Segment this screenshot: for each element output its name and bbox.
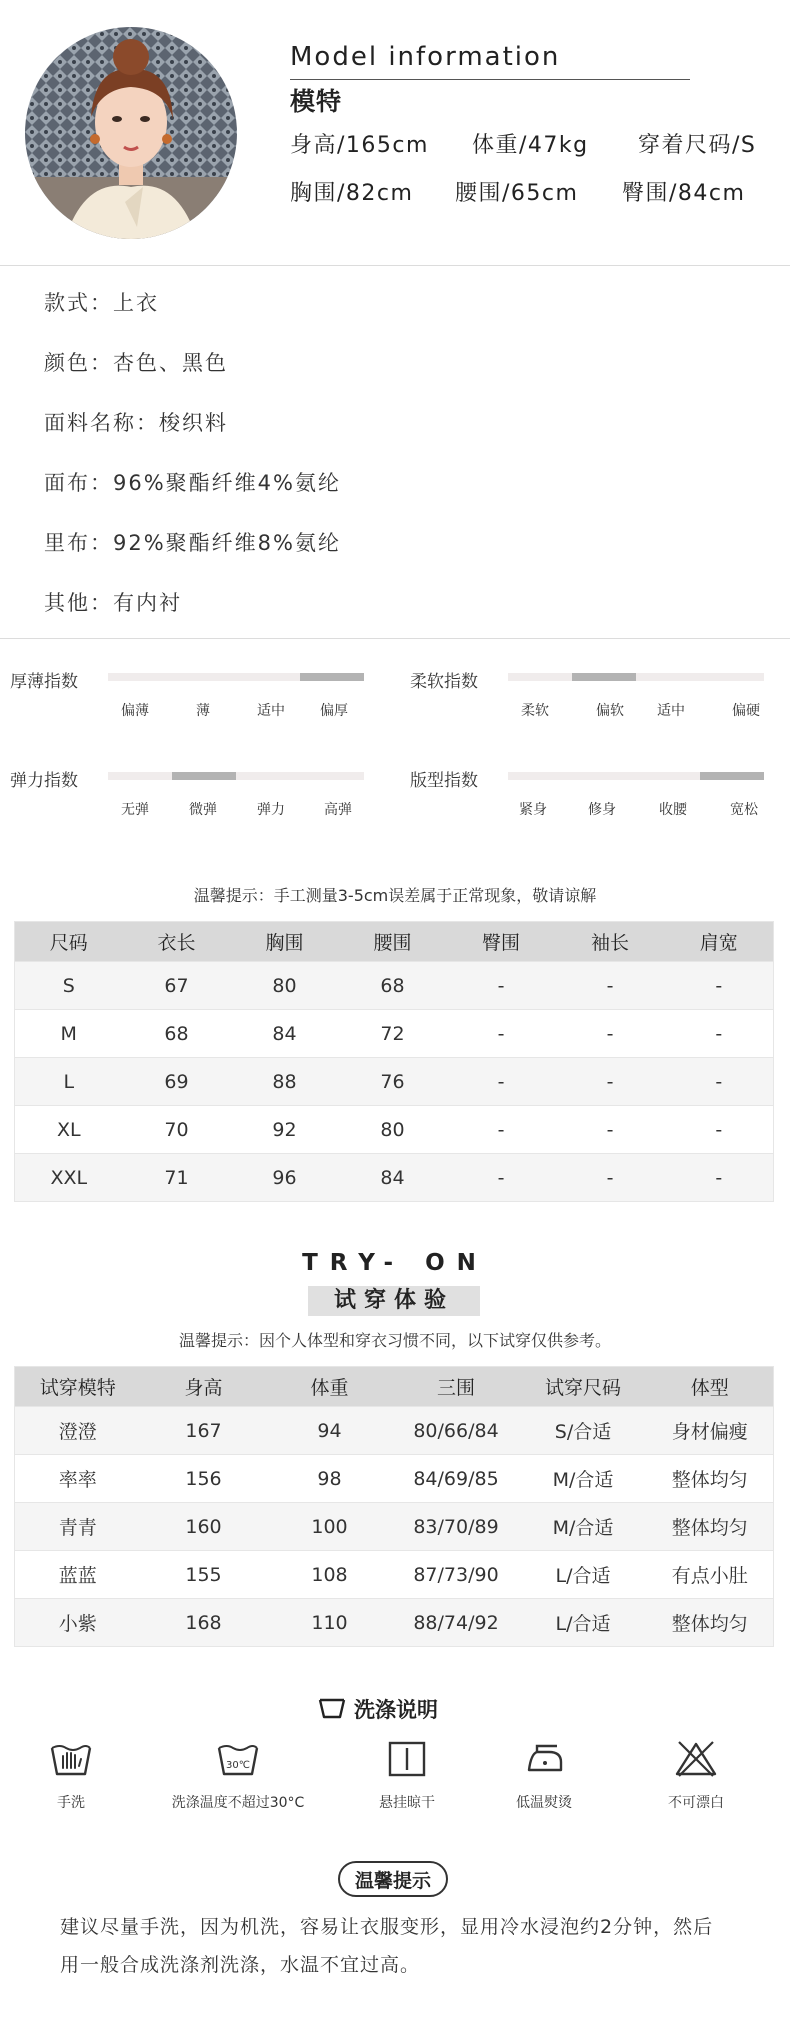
table-row bbox=[15, 1106, 774, 1154]
table-cell: 澄澄 bbox=[15, 1407, 141, 1455]
table-cell: 整体均匀 bbox=[647, 1503, 774, 1551]
table-cell: M/合适 bbox=[520, 1503, 647, 1551]
table-cell: - bbox=[665, 1106, 774, 1154]
low-iron-icon bbox=[521, 1740, 567, 1778]
table-row bbox=[15, 1010, 774, 1058]
table-cell: 155 bbox=[141, 1551, 267, 1599]
tryon-table bbox=[14, 1366, 774, 1647]
thickness-index-label: 厚薄指数 bbox=[10, 672, 78, 692]
fit-index-track bbox=[508, 772, 764, 780]
table-row bbox=[15, 962, 774, 1010]
wash-item-30c bbox=[143, 1740, 333, 1812]
no-bleach-icon bbox=[673, 1740, 719, 1778]
fit-tick: 宽松 bbox=[730, 802, 758, 818]
table-cell: S bbox=[15, 962, 123, 1010]
hang-dry-icon bbox=[384, 1740, 430, 1778]
table-cell: L bbox=[15, 1058, 123, 1106]
model-photo bbox=[25, 27, 237, 239]
detail-outer-fabric: 面布：96%聚酯纤维4%氨纶 bbox=[44, 471, 341, 495]
tryon-title-cn: 试穿体验 bbox=[333, 1288, 454, 1313]
wash-label: 低温熨烫 bbox=[516, 1795, 572, 1811]
table-cell: 67 bbox=[123, 962, 231, 1010]
detail-style: 款式：上衣 bbox=[44, 291, 159, 315]
softness-tick: 柔软 bbox=[521, 703, 549, 719]
table-cell: 96 bbox=[231, 1154, 339, 1202]
tryon-tip: 温馨提示：因个人体型和穿衣习惯不同，以下试穿仅供参考。 bbox=[178, 1331, 611, 1350]
table-cell: 青青 bbox=[15, 1503, 141, 1551]
tryon-table-header: 试穿尺码 bbox=[520, 1367, 647, 1407]
size-table bbox=[14, 921, 774, 1202]
size-table-header: 胸围 bbox=[231, 922, 339, 962]
detail-fabric-name: 面料名称：梭织料 bbox=[44, 411, 228, 435]
notice-title: 温馨提示 bbox=[338, 1861, 448, 1897]
table-cell: 88/74/92 bbox=[393, 1599, 520, 1647]
size-table-header: 尺码 bbox=[15, 922, 123, 962]
thickness-index-fill bbox=[300, 673, 364, 681]
table-cell: 167 bbox=[141, 1407, 267, 1455]
table-cell: 80/66/84 bbox=[393, 1407, 520, 1455]
table-cell: - bbox=[447, 1106, 556, 1154]
softness-index-track bbox=[508, 673, 764, 681]
wash-30-icon bbox=[215, 1740, 261, 1778]
table-cell: 整体均匀 bbox=[647, 1455, 774, 1503]
model-info-underline bbox=[290, 79, 690, 80]
tryon-table-header: 体重 bbox=[267, 1367, 393, 1407]
table-cell: 71 bbox=[123, 1154, 231, 1202]
table-cell: 160 bbox=[141, 1503, 267, 1551]
elasticity-tick: 无弹 bbox=[121, 802, 149, 818]
table-cell: 88 bbox=[231, 1058, 339, 1106]
table-cell: 70 bbox=[123, 1106, 231, 1154]
softness-index-label: 柔软指数 bbox=[410, 672, 478, 692]
wash-label: 手洗 bbox=[57, 1795, 85, 1811]
table-cell: - bbox=[447, 1058, 556, 1106]
tryon-title-en: TRY- ON bbox=[302, 1250, 488, 1276]
elasticity-tick: 弹力 bbox=[257, 802, 285, 818]
elasticity-index-label: 弹力指数 bbox=[10, 771, 78, 791]
table-cell: 100 bbox=[267, 1503, 393, 1551]
model-weight: 体重/47kg bbox=[472, 133, 589, 158]
table-row bbox=[15, 1503, 774, 1551]
tryon-table-header: 试穿模特 bbox=[15, 1367, 141, 1407]
model-info-subtitle: 模特 bbox=[290, 87, 343, 116]
fit-tick: 紧身 bbox=[519, 802, 547, 818]
wash-item-no-bleach bbox=[601, 1740, 790, 1812]
tryon-table-header: 三围 bbox=[393, 1367, 520, 1407]
tryon-table-header-row bbox=[15, 1367, 774, 1407]
table-cell: M/合适 bbox=[520, 1455, 647, 1503]
table-cell: - bbox=[556, 962, 665, 1010]
tryon-table-header: 体型 bbox=[647, 1367, 774, 1407]
wash-title: 洗涤说明 bbox=[354, 1698, 438, 1722]
table-cell: 84/69/85 bbox=[393, 1455, 520, 1503]
table-cell: - bbox=[447, 1010, 556, 1058]
table-cell: 69 bbox=[123, 1058, 231, 1106]
notice-line: 用一般合成洗涤剂洗涤，水温不宜过高。 bbox=[60, 1954, 421, 1976]
model-hip: 臀围/84cm bbox=[622, 181, 746, 206]
model-waist: 腰围/65cm bbox=[455, 181, 579, 206]
size-table-header: 臀围 bbox=[447, 922, 556, 962]
table-cell: 84 bbox=[231, 1010, 339, 1058]
tryon-table-header: 身高 bbox=[141, 1367, 267, 1407]
table-row bbox=[15, 1154, 774, 1202]
elasticity-tick: 高弹 bbox=[324, 802, 352, 818]
table-cell: 168 bbox=[141, 1599, 267, 1647]
table-row bbox=[15, 1551, 774, 1599]
size-table-header-row bbox=[15, 922, 774, 962]
table-cell: 72 bbox=[339, 1010, 447, 1058]
elasticity-index-track bbox=[108, 772, 364, 780]
table-cell: 84 bbox=[339, 1154, 447, 1202]
table-cell: - bbox=[665, 1154, 774, 1202]
table-cell: - bbox=[556, 1154, 665, 1202]
table-cell: 80 bbox=[339, 1106, 447, 1154]
table-cell: 80 bbox=[231, 962, 339, 1010]
table-cell: - bbox=[665, 1010, 774, 1058]
table-row bbox=[15, 1058, 774, 1106]
detail-lining: 里布：92%聚酯纤维8%氨纶 bbox=[44, 531, 341, 555]
table-cell: 98 bbox=[267, 1455, 393, 1503]
table-cell: - bbox=[665, 1058, 774, 1106]
table-cell: 87/73/90 bbox=[393, 1551, 520, 1599]
table-cell: 76 bbox=[339, 1058, 447, 1106]
detail-color: 颜色：杏色、黑色 bbox=[44, 351, 228, 375]
table-cell: 156 bbox=[141, 1455, 267, 1503]
model-photo-illustration bbox=[25, 27, 237, 239]
size-table-tip: 温馨提示：手工测量3-5cm误差属于正常现象，敬请谅解 bbox=[193, 886, 597, 905]
softness-tick: 偏硬 bbox=[732, 703, 760, 719]
section-divider bbox=[0, 638, 790, 639]
table-cell: 108 bbox=[267, 1551, 393, 1599]
table-row bbox=[15, 1455, 774, 1503]
table-cell: - bbox=[556, 1010, 665, 1058]
table-cell: XL bbox=[15, 1106, 123, 1154]
notice-line: 建议尽量手洗，因为机洗，容易让衣服变形，显用冷水浸泡约2分钟，然后 bbox=[60, 1916, 714, 1938]
fit-tick: 收腰 bbox=[659, 802, 687, 818]
table-cell: - bbox=[447, 1154, 556, 1202]
table-cell: L/合适 bbox=[520, 1599, 647, 1647]
table-cell: - bbox=[556, 1058, 665, 1106]
table-cell: - bbox=[556, 1106, 665, 1154]
thickness-tick: 薄 bbox=[196, 703, 210, 719]
model-info-title: Model information bbox=[290, 42, 561, 72]
table-cell: - bbox=[665, 962, 774, 1010]
table-cell: 小紫 bbox=[15, 1599, 141, 1647]
table-cell: M bbox=[15, 1010, 123, 1058]
thickness-index-track bbox=[108, 673, 364, 681]
softness-index-fill bbox=[572, 673, 636, 681]
table-row bbox=[15, 1599, 774, 1647]
elasticity-index-fill bbox=[172, 772, 236, 780]
table-cell: 身材偏瘦 bbox=[647, 1407, 774, 1455]
table-cell: 110 bbox=[267, 1599, 393, 1647]
wash-tub-icon bbox=[318, 1696, 346, 1720]
fit-index-fill bbox=[700, 772, 764, 780]
thickness-tick: 适中 bbox=[257, 703, 285, 719]
detail-other: 其他：有内衬 bbox=[44, 591, 182, 615]
fit-tick: 修身 bbox=[588, 802, 616, 818]
model-height: 身高/165cm bbox=[290, 133, 429, 158]
table-cell: 68 bbox=[123, 1010, 231, 1058]
table-cell: 整体均匀 bbox=[647, 1599, 774, 1647]
fit-index-label: 版型指数 bbox=[410, 771, 478, 791]
thickness-tick: 偏厚 bbox=[320, 703, 348, 719]
table-cell: 68 bbox=[339, 962, 447, 1010]
table-cell: L/合适 bbox=[520, 1551, 647, 1599]
table-cell: 率率 bbox=[15, 1455, 141, 1503]
wash-label: 悬挂晾干 bbox=[379, 1795, 435, 1811]
table-cell: S/合适 bbox=[520, 1407, 647, 1455]
table-cell: 92 bbox=[231, 1106, 339, 1154]
table-cell: 83/70/89 bbox=[393, 1503, 520, 1551]
model-bust: 胸围/82cm bbox=[290, 181, 414, 206]
softness-tick: 适中 bbox=[657, 703, 685, 719]
hand-wash-icon bbox=[48, 1740, 94, 1778]
elasticity-tick: 微弹 bbox=[189, 802, 217, 818]
thickness-tick: 偏薄 bbox=[121, 703, 149, 719]
table-cell: 有点小肚 bbox=[647, 1551, 774, 1599]
wash-label: 不可漂白 bbox=[668, 1795, 724, 1811]
size-table-header: 袖长 bbox=[556, 922, 665, 962]
size-table-header: 衣长 bbox=[123, 922, 231, 962]
wash-temp-mark: 30℃ bbox=[226, 1760, 250, 1771]
table-cell: - bbox=[447, 962, 556, 1010]
wash-item-hand-wash bbox=[0, 1740, 166, 1812]
table-cell: 94 bbox=[267, 1407, 393, 1455]
table-cell: XXL bbox=[15, 1154, 123, 1202]
size-table-header: 腰围 bbox=[339, 922, 447, 962]
table-cell: 蓝蓝 bbox=[15, 1551, 141, 1599]
wash-label: 洗涤温度不超过30°C bbox=[171, 1795, 305, 1811]
table-row bbox=[15, 1407, 774, 1455]
model-size: 穿着尺码/S bbox=[638, 133, 757, 158]
section-divider bbox=[0, 265, 790, 266]
softness-tick: 偏软 bbox=[596, 703, 624, 719]
size-table-header: 肩宽 bbox=[665, 922, 774, 962]
